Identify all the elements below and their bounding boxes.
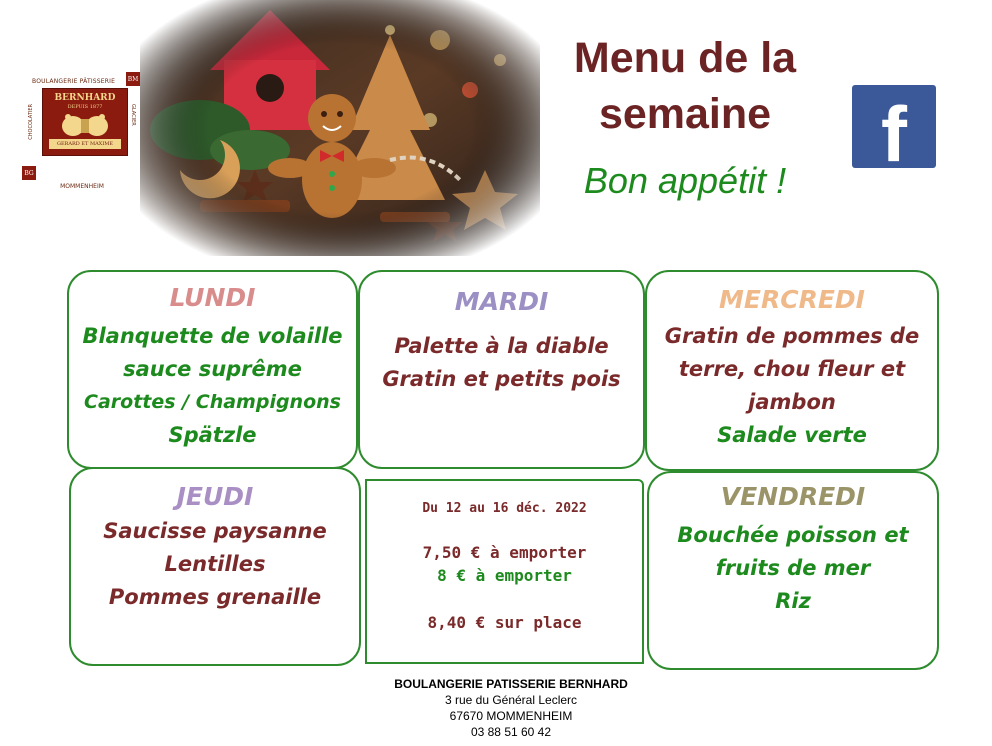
price-takeaway-2: 8 € à emporter	[437, 566, 572, 585]
day-box-mardi	[358, 270, 645, 469]
menu-line: Pommes grenaille	[108, 585, 322, 609]
menu-line: jambon	[748, 390, 836, 414]
price-dine-in: 8,40 € sur place	[427, 613, 582, 632]
logo-side-left-text: CHOCOLATIER	[28, 104, 34, 140]
menu-line: Carottes / Champignons	[84, 391, 341, 413]
facebook-icon[interactable]	[852, 85, 936, 178]
menu-line: Gratin de pommes de	[664, 324, 920, 348]
menu-line: Saucisse paysanne	[103, 519, 327, 543]
menu-line: Palette à la diable	[394, 334, 609, 358]
day-label-mardi: MARDI	[454, 287, 549, 316]
logo-ribbon: GERARD ET MAXIME	[49, 139, 121, 149]
title-line-2: semaine	[598, 90, 772, 138]
menu-line: Gratin et petits pois	[382, 367, 621, 391]
title-line-1: Menu de la	[573, 34, 797, 82]
bears-emblem-icon	[57, 111, 113, 137]
menu-line: Lentilles	[164, 552, 266, 576]
gingerbread-photo	[140, 0, 540, 256]
logo-bottom-text: MOMMENHEIM	[60, 183, 104, 190]
logo-badge-bm: BM	[126, 72, 140, 86]
menu-line: fruits de mer	[715, 556, 871, 580]
logo-top-text: BOULANGERIE PÂTISSERIE	[32, 78, 116, 85]
menu-line: Bouchée poisson et	[677, 523, 909, 547]
price-takeaway-1: 7,50 € à emporter	[422, 543, 587, 562]
day-label-jeudi: JEUDI	[176, 482, 254, 511]
facebook-glyph: f	[881, 90, 907, 178]
day-label-vendredi: VENDREDI	[720, 482, 866, 511]
footer-business-name: BOULANGERIE PATISSERIE BERNHARD	[394, 677, 628, 691]
page-title	[520, 30, 850, 142]
day-box-mercredi	[645, 270, 939, 471]
menu-date-range: Du 12 au 16 déc. 2022	[422, 501, 587, 516]
menu-line: terre, chou fleur et	[678, 357, 906, 381]
logo-side-right-text: GLACIER	[130, 104, 136, 126]
footer-phone[interactable]: 03 88 51 60 42	[470, 725, 552, 739]
logo-since: DEPUIS 1877	[67, 104, 103, 110]
bakery-logo	[18, 62, 146, 194]
logo-emblem	[42, 88, 128, 156]
footer-address	[330, 676, 692, 740]
menu-line: Blanquette de volaille	[82, 324, 343, 348]
day-label-lundi: LUNDI	[169, 283, 256, 312]
logo-badge-bg: BG	[22, 166, 36, 180]
menu-line: Spätzle	[168, 423, 257, 447]
menu-line: Riz	[775, 589, 811, 613]
day-box-jeudi	[69, 467, 361, 666]
day-box-lundi	[67, 270, 358, 469]
price-box	[365, 479, 644, 664]
page-subtitle: Bon appétit !	[583, 160, 787, 201]
menu-line: Salade verte	[717, 423, 867, 447]
footer-city: 67670 MOMMENHEIM	[449, 709, 573, 723]
logo-name: BERNHARD	[54, 93, 116, 103]
day-box-vendredi	[647, 471, 939, 670]
day-label-mercredi: MERCREDI	[719, 285, 865, 314]
footer-street: 3 rue du Général Leclerc	[444, 693, 578, 707]
menu-line: sauce suprême	[123, 357, 302, 381]
